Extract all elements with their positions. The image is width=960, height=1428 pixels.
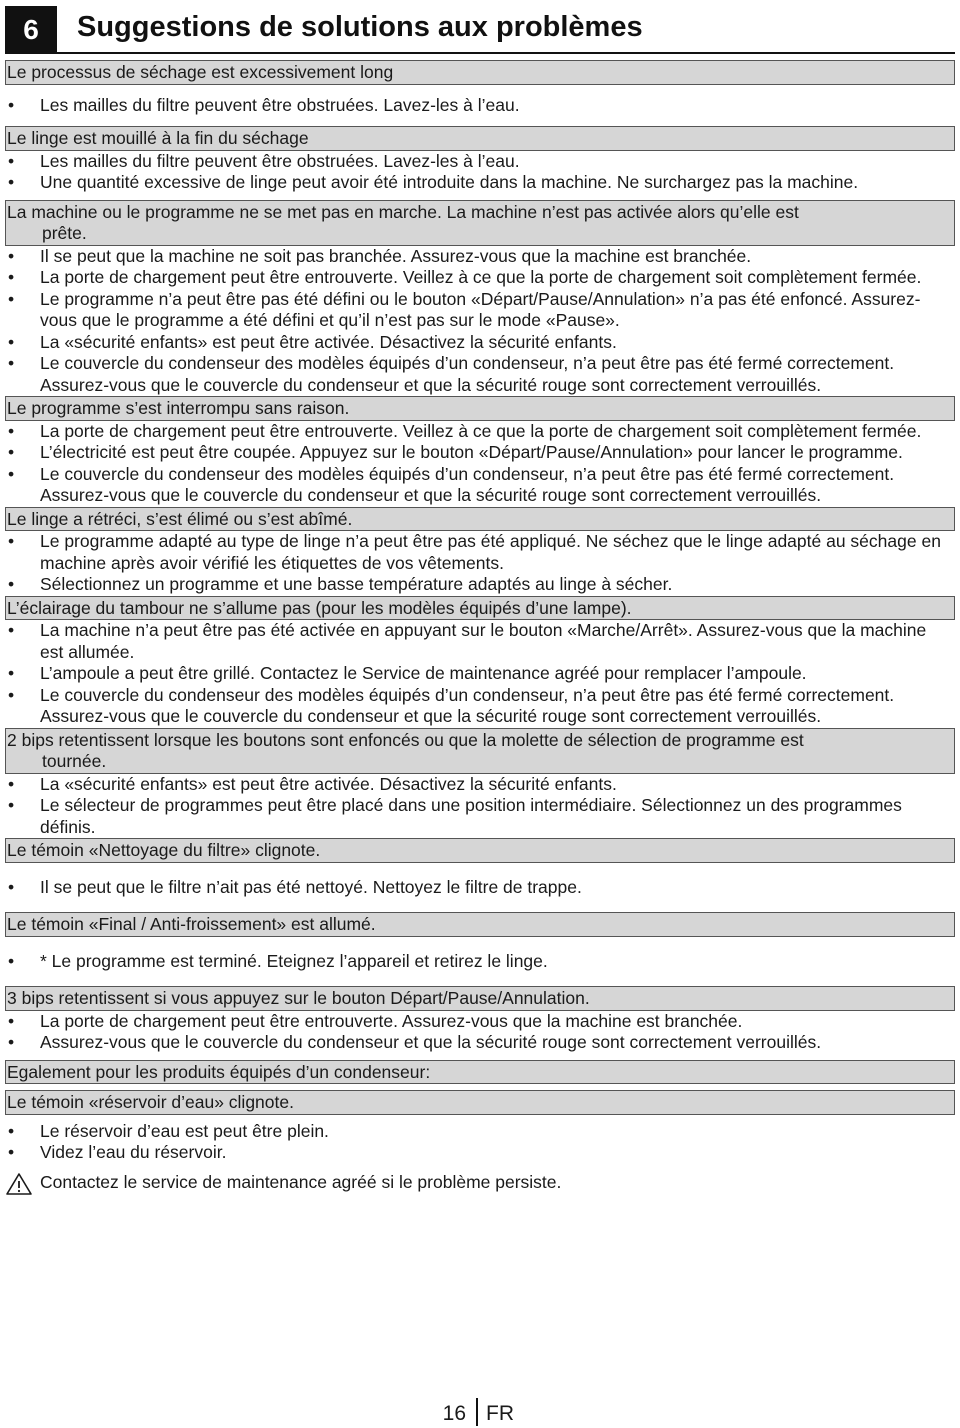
page-footer bbox=[0, 1398, 960, 1428]
solution-list bbox=[5, 1121, 955, 1164]
bullet-icon: • bbox=[8, 684, 15, 705]
problem-heading: 3 bips retentissent si vous appuyez sur le bouton Départ/Pause/Annulation. bbox=[5, 986, 955, 1011]
warning-note: Contactez le service de maintenance agréé si le problème persiste. bbox=[5, 1172, 955, 1194]
bullet-icon: • bbox=[8, 150, 15, 171]
solution-item: • Il se peut que la machine ne soit pas branchée. Assurez-vous que la machine est branchée. bbox=[8, 245, 752, 266]
solution-item: • La «sécurité enfants» est peut être activée. Désactivez la sécurité enfants. bbox=[8, 773, 617, 794]
bullet-icon: • bbox=[8, 288, 15, 309]
bullet-icon: • bbox=[8, 773, 15, 794]
solution-item: • Une quantité excessive de linge peut avoir été introduite dans la machine. Ne surchargez pas la machine. bbox=[8, 172, 859, 192]
problem-heading: Le témoin «Nettoyage du filtre» clignote. bbox=[5, 838, 955, 863]
solution-list bbox=[5, 620, 955, 728]
solution-item: • La machine n’a peut être pas été activée en appuyant sur le bouton «Marche/Arrêt». Assurez-vous que la machine est allumée. bbox=[8, 620, 927, 662]
bullet-icon: • bbox=[8, 1142, 15, 1162]
solution-item: • Le programme n’a peut être pas été défini ou le bouton «Départ/Pause/Annulation» n’a pas été enfoncé. Assurez-vous que le programme a été défini et qu’il n’est pas sur le mode «Pause». bbox=[8, 288, 921, 330]
bullet-icon: • bbox=[8, 267, 15, 287]
problem-heading: 2 bips retentissent lorsque les boutons sont enfoncés ou que la molette de sélection de programme est tournée. bbox=[5, 728, 955, 774]
troubleshooting-list bbox=[5, 60, 955, 1193]
bullet-icon: • bbox=[8, 420, 15, 441]
bullet-icon: • bbox=[8, 1010, 15, 1031]
bullet-icon: • bbox=[8, 950, 15, 971]
language-code: FR bbox=[486, 1402, 514, 1425]
bullet-icon: • bbox=[8, 795, 15, 815]
bullet-icon: • bbox=[8, 245, 15, 266]
solution-item: • Les mailles du filtre peuvent être obstruées. Lavez-les à l’eau. bbox=[8, 150, 520, 171]
solution-item: • La porte de chargement peut être entrouverte. Assurez-vous que la machine est branchée. bbox=[8, 1010, 743, 1031]
warning-triangle-icon bbox=[5, 1172, 33, 1196]
problem-heading: Egalement pour les produits équipés d’un condenseur: bbox=[5, 1060, 955, 1085]
solution-item: • Assurez-vous que le couvercle du condenseur et que la sécurité rouge sont correctement verrouillés. bbox=[8, 1032, 822, 1052]
problem-heading: L’éclairage du tambour ne s’allume pas (pour les modèles équipés d’une lampe). bbox=[5, 596, 955, 621]
bullet-icon: • bbox=[8, 531, 15, 551]
solution-list bbox=[5, 95, 955, 117]
problem-heading: Le linge est mouillé à la fin du séchage bbox=[5, 126, 955, 151]
solution-item: • La porte de chargement peut être entrouverte. Veillez à ce que la porte de chargement soit complètement fermée. bbox=[8, 267, 922, 287]
bullet-icon: • bbox=[8, 1032, 15, 1052]
solution-item: • L’ampoule a peut être grillé. Contactez le Service de maintenance agréé pour remplacer l’ampoule. bbox=[8, 663, 807, 683]
solution-list bbox=[5, 246, 955, 397]
bullet-icon: • bbox=[8, 663, 15, 683]
solution-item: • La «sécurité enfants» est peut être activée. Désactivez la sécurité enfants. bbox=[8, 331, 617, 352]
solution-item: • Les mailles du filtre peuvent être obstruées. Lavez-les à l’eau. bbox=[8, 94, 520, 115]
bullet-icon: • bbox=[8, 94, 15, 115]
page-number: 16 bbox=[442, 1402, 466, 1425]
problem-heading: Le témoin «réservoir d’eau» clignote. bbox=[5, 1090, 955, 1115]
solution-item: • L’électricité est peut être coupée. Appuyez sur le bouton «Départ/Pause/Annulation» pour lancer le programme. bbox=[8, 442, 903, 462]
bullet-icon: • bbox=[8, 574, 15, 594]
footer-divider bbox=[476, 1398, 478, 1426]
problem-heading: Le processus de séchage est excessivement long bbox=[5, 60, 955, 85]
solution-item: • Le couvercle du condenseur des modèles équipés d’un condenseur, n’a peut être pas été fermé correctement. Assurez-vous que le couvercle du condenseur et que la sécurité rouge sont correctement verrouillés. bbox=[8, 684, 895, 726]
solution-item: • Sélectionnez un programme et une basse température adaptés au linge à sécher. bbox=[8, 574, 673, 594]
bullet-icon: • bbox=[8, 876, 15, 897]
solution-item: • Le réservoir d’eau est peut être plein. bbox=[8, 1120, 329, 1141]
solution-item: • La porte de chargement peut être entrouverte. Veillez à ce que la porte de chargement soit complètement fermée. bbox=[8, 420, 922, 441]
problem-heading: Le programme s’est interrompu sans raison. bbox=[5, 396, 955, 421]
chapter-header bbox=[5, 6, 955, 54]
solution-list bbox=[5, 877, 955, 899]
solution-item: • Le sélecteur de programmes peut être placé dans une position intermédiaire. Sélectionnez un des programmes définis. bbox=[8, 795, 902, 837]
solution-item: • Le programme adapté au type de linge n’a peut être pas été appliqué. Ne séchez que le linge adapté au séchage en machine après avoir vérifié les étiquettes de vos vêtements. bbox=[8, 531, 941, 573]
solution-item: • * Le programme est terminé. Eteignez l’appareil et retirez le linge. bbox=[8, 950, 548, 971]
bullet-icon: • bbox=[8, 442, 15, 462]
bullet-icon: • bbox=[8, 172, 15, 192]
bullet-icon: • bbox=[8, 353, 15, 373]
solution-list bbox=[5, 774, 955, 839]
page-title: Suggestions de solutions aux problèmes bbox=[77, 11, 643, 43]
solution-item: • Le couvercle du condenseur des modèles équipés d’un condenseur, n’a peut être pas été fermé correctement. Assurez-vous que le couvercle du condenseur et que la sécurité rouge sont correctement verrouillés. bbox=[8, 463, 895, 505]
bullet-icon: • bbox=[8, 463, 15, 484]
header-rule bbox=[57, 52, 955, 54]
chapter-number: 6 bbox=[5, 6, 57, 54]
solution-item: • Videz l’eau du réservoir. bbox=[8, 1142, 227, 1162]
solution-item: • Le couvercle du condenseur des modèles équipés d’un condenseur, n’a peut être pas été fermé correctement. Assurez-vous que le couvercle du condenseur et que la sécurité rouge sont correctement verrouillés. bbox=[8, 353, 895, 395]
solution-item: • Il se peut que le filtre n’ait pas été nettoyé. Nettoyez le filtre de trappe. bbox=[8, 876, 582, 897]
bullet-icon: • bbox=[8, 620, 15, 640]
solution-list bbox=[5, 951, 955, 973]
solution-list bbox=[5, 531, 955, 596]
solution-list bbox=[5, 1011, 955, 1054]
bullet-icon: • bbox=[8, 331, 15, 352]
problem-heading: La machine ou le programme ne se met pas en marche. La machine n’est pas activée alors qu’elle est prête. bbox=[5, 200, 955, 246]
problem-heading: Le linge a rétréci, s’est élimé ou s’est abîmé. bbox=[5, 507, 955, 532]
bullet-icon: • bbox=[8, 1120, 15, 1141]
problem-heading: Le témoin «Final / Anti-froissement» est allumé. bbox=[5, 912, 955, 937]
solution-list bbox=[5, 151, 955, 194]
solution-list bbox=[5, 421, 955, 507]
